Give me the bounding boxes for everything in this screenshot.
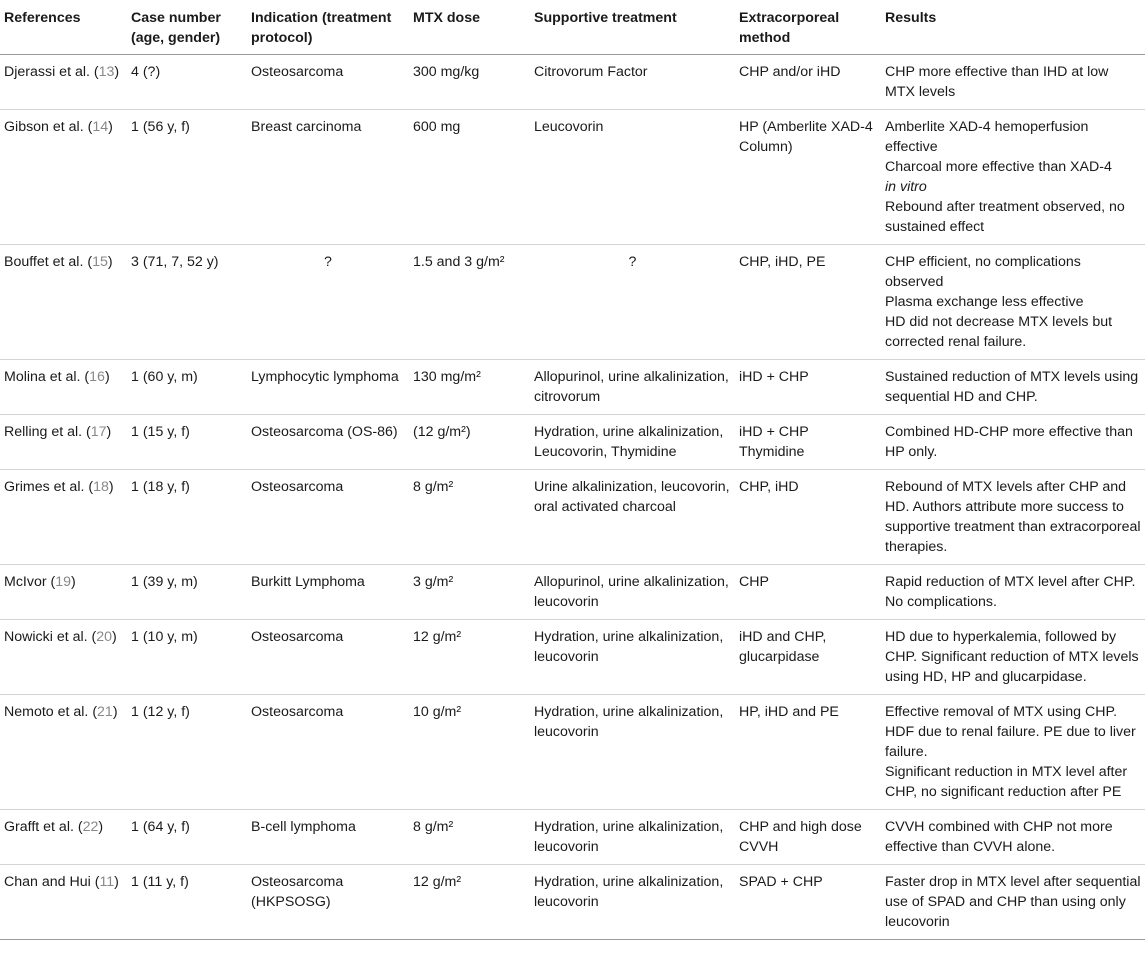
reference-close: ) bbox=[107, 254, 113, 270]
citation-link[interactable]: 18 bbox=[93, 479, 109, 495]
dose-cell: 10 g/m² bbox=[409, 695, 530, 810]
results-cell bbox=[881, 55, 1145, 110]
indication-cell: Osteosarcoma bbox=[247, 55, 409, 110]
dose-cell: 3 g/m² bbox=[409, 565, 530, 620]
results-cell bbox=[881, 110, 1145, 245]
indication-cell: Osteosarcoma bbox=[247, 695, 409, 810]
reference-close: ) bbox=[104, 369, 110, 385]
table-row bbox=[0, 620, 1145, 695]
citation-link[interactable]: 15 bbox=[92, 254, 108, 270]
col-results-header: Results bbox=[881, 0, 1145, 55]
results-cell bbox=[881, 695, 1145, 810]
dose-cell: 12 g/m² bbox=[409, 620, 530, 695]
table-row bbox=[0, 470, 1145, 565]
indication-cell: Osteosarcoma (HKPSOSG) bbox=[247, 865, 409, 940]
table-row bbox=[0, 695, 1145, 810]
method-cell: CHP and high dose CVVH bbox=[735, 810, 881, 865]
method-cell: iHD and CHP, glucarpidase bbox=[735, 620, 881, 695]
dose-cell: 600 mg bbox=[409, 110, 530, 245]
case-cell: 1 (18 y, f) bbox=[127, 470, 247, 565]
indication-cell: Burkitt Lymphoma bbox=[247, 565, 409, 620]
table-row bbox=[0, 55, 1145, 110]
reference-cell bbox=[0, 110, 127, 245]
method-cell: iHD + CHP bbox=[735, 360, 881, 415]
reference-close: ) bbox=[114, 874, 119, 890]
dose-cell: 300 mg/kg bbox=[409, 55, 530, 110]
reference-close: ) bbox=[114, 64, 120, 80]
results-line: CHP efficient, no complications observed bbox=[885, 254, 1081, 290]
results-line: Rebound after treatment observed, no sustained effect bbox=[885, 199, 1125, 235]
reference-cell bbox=[0, 565, 127, 620]
reference-cell bbox=[0, 55, 127, 110]
results-line: Effective removal of MTX using CHP. HDF due to renal failure. PE due to liver failure. bbox=[885, 704, 1136, 760]
results-line: Rapid reduction of MTX level after CHP. No complications. bbox=[885, 574, 1136, 610]
reference-close: ) bbox=[71, 574, 76, 590]
reference-close: ) bbox=[106, 424, 112, 440]
citation-link[interactable]: 21 bbox=[97, 704, 113, 720]
case-cell: 1 (15 y, f) bbox=[127, 415, 247, 470]
reference-cell bbox=[0, 470, 127, 565]
col-references-header: References bbox=[0, 0, 127, 55]
reference-author: Relling et al. ( bbox=[4, 424, 91, 440]
citation-link[interactable]: 20 bbox=[96, 629, 113, 645]
reference-author: Nowicki et al. ( bbox=[4, 629, 97, 645]
results-line: Plasma exchange less effective bbox=[885, 294, 1084, 310]
reference-cell bbox=[0, 810, 127, 865]
reference-author: Chan and Hui ( bbox=[4, 874, 100, 890]
results-line: Sustained reduction of MTX levels using sequential HD and CHP. bbox=[885, 369, 1139, 405]
results-line: in vitro bbox=[885, 179, 927, 195]
table-row bbox=[0, 110, 1145, 245]
supportive-cell: ? bbox=[530, 245, 735, 360]
supportive-cell: Leucovorin bbox=[530, 110, 735, 245]
results-line: Amberlite XAD-4 hemoperfusion effective bbox=[885, 119, 1089, 155]
case-cell: 4 (?) bbox=[127, 55, 247, 110]
reference-cell bbox=[0, 360, 127, 415]
method-cell: iHD + CHP Thymidine bbox=[735, 415, 881, 470]
supportive-cell: Hydration, urine alkalinization, leucovorin bbox=[530, 695, 735, 810]
indication-cell: B-cell lymphoma bbox=[247, 810, 409, 865]
reference-cell bbox=[0, 865, 127, 940]
method-cell: HP, iHD and PE bbox=[735, 695, 881, 810]
reference-cell bbox=[0, 415, 127, 470]
dose-cell: 1.5 and 3 g/m² bbox=[409, 245, 530, 360]
supportive-cell: Hydration, urine alkalinization, Leucovorin, Thymidine bbox=[530, 415, 735, 470]
reference-author: Grafft et al. ( bbox=[4, 819, 83, 835]
results-line: CVVH combined with CHP not more effective than CVVH alone. bbox=[885, 819, 1113, 855]
col-case-number-header: Case number (age, gender) bbox=[127, 0, 247, 55]
results-cell bbox=[881, 470, 1145, 565]
table-row bbox=[0, 360, 1145, 415]
dose-cell: (12 g/m²) bbox=[409, 415, 530, 470]
indication-cell: Breast carcinoma bbox=[247, 110, 409, 245]
results-line: Combined HD-CHP more effective than HP only. bbox=[885, 424, 1133, 460]
results-line: Rebound of MTX levels after CHP and HD. Authors attribute more success to supportive treatment than extracorporeal therapies. bbox=[885, 479, 1141, 555]
col-mtx-dose-header: MTX dose bbox=[409, 0, 530, 55]
results-cell bbox=[881, 245, 1145, 360]
case-cell: 1 (56 y, f) bbox=[127, 110, 247, 245]
supportive-cell: Hydration, urine alkalinization, leucovorin bbox=[530, 620, 735, 695]
dose-cell: 8 g/m² bbox=[409, 810, 530, 865]
citation-link[interactable]: 11 bbox=[99, 874, 115, 890]
results-line: Charcoal more effective than XAD-4 bbox=[885, 159, 1112, 175]
case-cell: 1 (39 y, m) bbox=[127, 565, 247, 620]
reference-close: ) bbox=[108, 119, 113, 135]
reference-close: ) bbox=[108, 479, 114, 495]
citation-link[interactable]: 16 bbox=[89, 369, 105, 385]
results-cell bbox=[881, 415, 1145, 470]
results-cell bbox=[881, 810, 1145, 865]
col-indication-header: Indication (treatment protocol) bbox=[247, 0, 409, 55]
case-cell: 1 (11 y, f) bbox=[127, 865, 247, 940]
case-cell: 1 (10 y, m) bbox=[127, 620, 247, 695]
citation-link[interactable]: 19 bbox=[55, 574, 72, 590]
results-cell bbox=[881, 620, 1145, 695]
reference-author: Bouffet et al. ( bbox=[4, 254, 93, 270]
indication-cell: Lymphocytic lymphoma bbox=[247, 360, 409, 415]
method-cell: SPAD + CHP bbox=[735, 865, 881, 940]
results-cell bbox=[881, 565, 1145, 620]
citation-link[interactable]: 22 bbox=[82, 819, 99, 835]
table-row bbox=[0, 810, 1145, 865]
case-cell: 3 (71, 7, 52 y) bbox=[127, 245, 247, 360]
dose-cell: 8 g/m² bbox=[409, 470, 530, 565]
results-line: Significant reduction in MTX level after CHP, no significant reduction after PE bbox=[885, 764, 1128, 800]
case-cell: 1 (12 y, f) bbox=[127, 695, 247, 810]
supportive-cell: Urine alkalinization, leucovorin, oral activated charcoal bbox=[530, 470, 735, 565]
results-line: Faster drop in MTX level after sequential use of SPAD and CHP than using only leucovorin bbox=[885, 874, 1141, 930]
reference-author: Grimes et al. ( bbox=[4, 479, 94, 495]
reference-author: Molina et al. ( bbox=[4, 369, 90, 385]
reference-cell bbox=[0, 620, 127, 695]
col-extracorporeal-method-header: Extracorporeal method bbox=[735, 0, 881, 55]
indication-cell: Osteosarcoma (OS-86) bbox=[247, 415, 409, 470]
supportive-cell: Citrovorum Factor bbox=[530, 55, 735, 110]
supportive-cell: Allopurinol, urine alkalinization, citrovorum bbox=[530, 360, 735, 415]
indication-cell: Osteosarcoma bbox=[247, 620, 409, 695]
reference-close: ) bbox=[98, 819, 104, 835]
reference-close: ) bbox=[112, 704, 118, 720]
table-row bbox=[0, 865, 1145, 940]
results-cell bbox=[881, 360, 1145, 415]
results-line: CHP more effective than IHD at low MTX levels bbox=[885, 64, 1109, 100]
case-cell: 1 (60 y, m) bbox=[127, 360, 247, 415]
header-row bbox=[0, 0, 1145, 55]
results-line: HD due to hyperkalemia, followed by CHP. Significant reduction of MTX levels using HD, HP and glucarpidase. bbox=[885, 629, 1139, 685]
case-cell: 1 (64 y, f) bbox=[127, 810, 247, 865]
col-supportive-treatment-header: Supportive treatment bbox=[530, 0, 735, 55]
citation-link[interactable]: 13 bbox=[98, 64, 115, 80]
reference-author: Nemoto et al. ( bbox=[4, 704, 98, 720]
method-cell: CHP bbox=[735, 565, 881, 620]
reference-author: Gibson et al. ( bbox=[4, 119, 93, 135]
dose-cell: 12 g/m² bbox=[409, 865, 530, 940]
results-cell bbox=[881, 865, 1145, 940]
table-row bbox=[0, 565, 1145, 620]
results-line: HD did not decrease MTX levels but corrected renal failure. bbox=[885, 314, 1113, 350]
indication-cell: Osteosarcoma bbox=[247, 470, 409, 565]
method-cell: HP (Amberlite XAD-4 Column) bbox=[735, 110, 881, 245]
reference-cell bbox=[0, 695, 127, 810]
supportive-cell: Hydration, urine alkalinization, leucovorin bbox=[530, 810, 735, 865]
method-cell: CHP, iHD bbox=[735, 470, 881, 565]
method-cell: CHP, iHD, PE bbox=[735, 245, 881, 360]
supportive-cell: Allopurinol, urine alkalinization, leucovorin bbox=[530, 565, 735, 620]
reference-cell bbox=[0, 245, 127, 360]
method-cell: CHP and/or iHD bbox=[735, 55, 881, 110]
reference-author: McIvor ( bbox=[4, 574, 56, 590]
supportive-cell: Hydration, urine alkalinization, leucovorin bbox=[530, 865, 735, 940]
indication-cell: ? bbox=[247, 245, 409, 360]
reference-close: ) bbox=[112, 629, 117, 645]
citation-link[interactable]: 17 bbox=[90, 424, 107, 440]
citation-link[interactable]: 14 bbox=[92, 119, 109, 135]
table-row bbox=[0, 245, 1145, 360]
reference-author: Djerassi et al. ( bbox=[4, 64, 99, 80]
table-row bbox=[0, 415, 1145, 470]
dose-cell: 130 mg/m² bbox=[409, 360, 530, 415]
